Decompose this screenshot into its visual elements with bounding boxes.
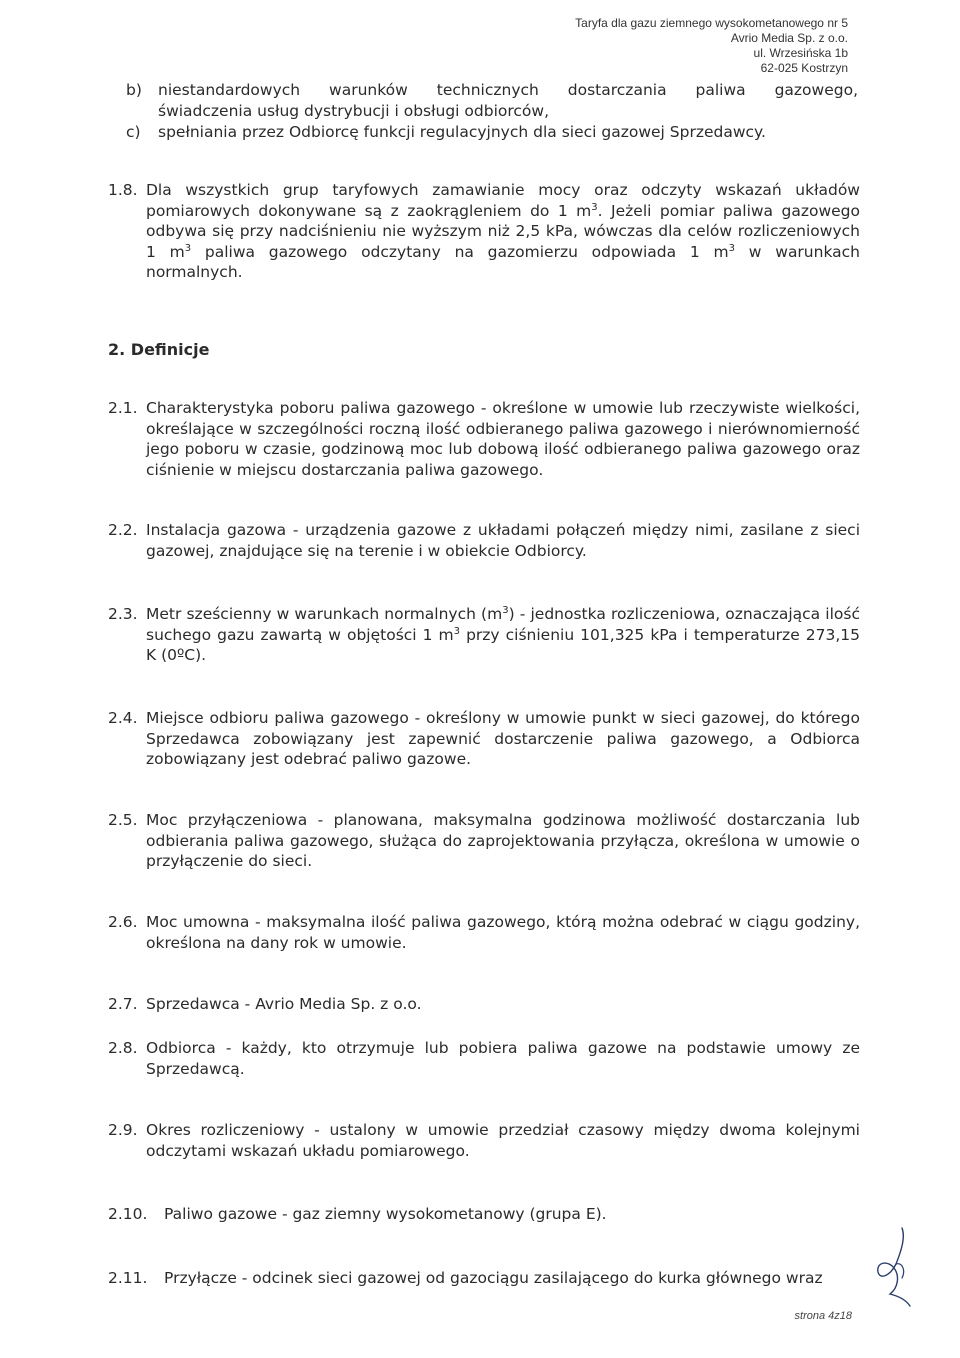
definition-number: 2.8. [108, 1039, 138, 1057]
document-header [575, 16, 848, 76]
definition-number: 2.2. [108, 521, 138, 539]
list-item-c: spełniania przez Odbiorcę funkcji regulacyjnych dla sieci gazowej Sprzedawcy. [158, 123, 766, 141]
section-text: Dla wszystkich grup taryfowych zamawianie mocy oraz odczyty wskazań układów pomiarowych dokonywane są z zaokrągleniem do 1 $m^3$. Jeżeli pomiar paliwa gazowego odbywa się przy nadciśnieniu nie wyższym niż 2,5 kPa, wówczas dla celów rozliczeniowych 1 $m^3$ paliwa gazowego odczytany na gazomierzu odpowiada 1 $m^3$ w warunkach normalnych. [146, 181, 861, 281]
definition-text: Charakterystyka poboru paliwa gazowego - określone w umowie lub rzeczywiste wielkości, określające w szczególności roczną ilość odbieranego paliwa gazowego i nierównomierność jego poboru w czasie, godzinową moc lub dobową ilość odbieranego paliwa gazowego oraz ciśnienie w miejscu dostarczania paliwa gazowego. [146, 399, 860, 479]
header-postcode: 62-025 Kostrzyn [760, 61, 848, 75]
header-tariff-title: Taryfa dla gazu ziemnego wysokometanowego nr 5 [575, 16, 848, 30]
definition-text: Instalacja gazowa - urządzenia gazowe z układami połączeń między nimi, zasilane z sieci gazowej, znajdujące się na terenie i w obiekcie Odbiorcy. [146, 521, 860, 560]
definition-text: Moc umowna - maksymalna ilość paliwa gazowego, którą można odebrać w ciągu godziny, określona na dany rok w umowie. [146, 913, 860, 952]
list-item-b-line2: świadczenia usług dystrybucji i obsługi odbiorców, [158, 102, 549, 120]
page-number: strona 4z18 [794, 1310, 852, 1322]
list-marker-c: c) [126, 123, 141, 141]
signature-initials [872, 1224, 916, 1308]
definition-text: Sprzedawca - Avrio Media Sp. z o.o. [146, 995, 422, 1013]
definition-number: 2.9. [108, 1121, 138, 1139]
section-number: 1.8. [108, 181, 138, 199]
definition-text: Metr sześcienny w warunkach normalnych $(m^3)$ - jednostka rozliczeniowa, oznaczająca ilość suchego gazu zawartą w objętości 1 $m^3$ przy ciśnieniu 101,325 kPa i temperaturze 273,15 K (0ºC). [146, 604, 860, 664]
definition-text: Paliwo gazowe - gaz ziemny wysokometanowy (grupa E). [164, 1205, 607, 1223]
definition-text: Moc przyłączeniowa - planowana, maksymalna godzinowa możliwość dostarczania lub odbierania paliwa gazowego, służąca do zaprojektowania przyłącza, określona w umowie o przyłączenie do sieci. [146, 811, 860, 870]
header-street: ul. Wrzesińska 1b [753, 46, 848, 60]
definition-text: Przyłącze - odcinek sieci gazowej od gazociągu zasilającego do kurka głównego wraz [164, 1269, 823, 1287]
definition-number: 2.3. [108, 605, 138, 623]
definition-number: 2.11. [108, 1269, 148, 1287]
header-company: Avrio Media Sp. z o.o. [730, 31, 848, 45]
definition-text: Miejsce odbioru paliwa gazowego - określony w umowie punkt w sieci gazowej, do którego Sprzedawca zobowiązany jest zapewnić dostarczenie paliwa gazowego, a Odbiorca zobowiązany jest odebrać paliwo gazowe. [146, 709, 860, 768]
definition-text: Okres rozliczeniowy - ustalony w umowie przedział czasowy między dwoma kolejnymi odczytami wskazań układu pomiarowego. [146, 1121, 860, 1160]
definition-number: 2.5. [108, 811, 138, 829]
list-item-b-line1: niestandardowych warunków technicznych dostarczania paliwa gazowego, [158, 81, 858, 99]
definition-number: 2.1. [108, 399, 138, 417]
definition-number: 2.10. [108, 1205, 148, 1223]
list-marker-b: b) [126, 81, 142, 99]
section-heading-definitions: 2. Definicje [108, 340, 210, 359]
definition-number: 2.7. [108, 995, 138, 1013]
definition-text: Odbiorca - każdy, kto otrzymuje lub pobiera paliwa gazowe na podstawie umowy ze Sprzedawcą. [146, 1039, 860, 1078]
definition-number: 2.6. [108, 913, 138, 931]
definition-number: 2.4. [108, 709, 138, 727]
